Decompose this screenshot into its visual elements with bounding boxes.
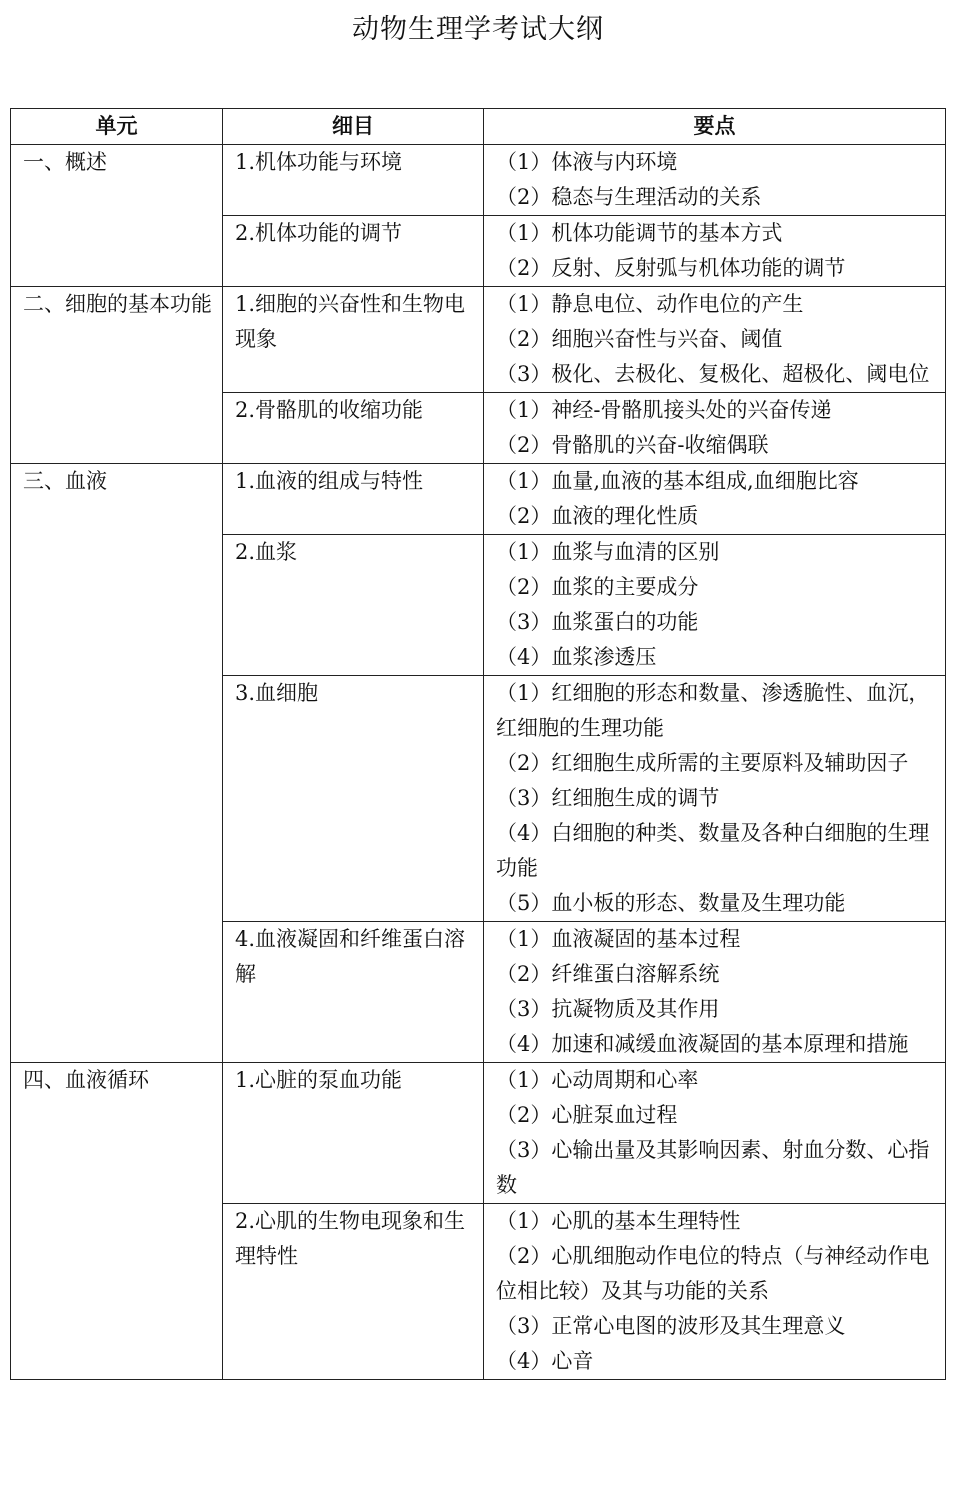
table-row bbox=[11, 287, 946, 393]
points-cell bbox=[484, 464, 946, 535]
point-text: （2）红细胞生成所需的主要原料及辅助因子 bbox=[496, 751, 909, 775]
point-text: （3）心输出量及其影响因素、射血分数、心指数 bbox=[496, 1138, 930, 1197]
points-cell bbox=[484, 216, 946, 287]
points-cell bbox=[484, 922, 946, 1063]
point-text: （2）血浆的主要成分 bbox=[496, 575, 699, 599]
point-text: （2）心脏泵血过程 bbox=[496, 1103, 678, 1127]
point-text: （2）血液的理化性质 bbox=[496, 504, 699, 528]
points-cell bbox=[484, 676, 946, 922]
point-text: （1）心动周期和心率 bbox=[496, 1068, 699, 1092]
item-cell: 2.心肌的生物电现象和生理特性 bbox=[223, 1204, 484, 1380]
point-text: （3）正常心电图的波形及其生理意义 bbox=[496, 1314, 846, 1338]
point-text: （3）抗凝物质及其作用 bbox=[496, 997, 720, 1021]
unit-cell: 四、血液循环 bbox=[11, 1063, 223, 1380]
point-text: （1）血量,血液的基本组成,血细胞比容 bbox=[496, 469, 859, 493]
point-text: （2）纤维蛋白溶解系统 bbox=[496, 962, 720, 986]
point-text: （2）稳态与生理活动的关系 bbox=[496, 185, 762, 209]
page-title: 动物生理学考试大纲 bbox=[352, 14, 604, 45]
item-cell: 1.心脏的泵血功能 bbox=[223, 1063, 484, 1204]
syllabus-table bbox=[10, 108, 946, 1380]
point-text: （4）血浆渗透压 bbox=[496, 645, 657, 669]
header-unit: 单元 bbox=[11, 109, 223, 145]
header-item: 细目 bbox=[223, 109, 484, 145]
point-text: （1）体液与内环境 bbox=[496, 150, 678, 174]
unit-cell: 三、血液 bbox=[11, 464, 223, 1063]
points-cell bbox=[484, 535, 946, 676]
item-cell: 2.机体功能的调节 bbox=[223, 216, 484, 287]
point-text: （2）细胞兴奋性与兴奋、阈值 bbox=[496, 327, 783, 351]
table-body bbox=[11, 145, 946, 1380]
point-text: （2）反射、反射弧与机体功能的调节 bbox=[496, 256, 846, 280]
point-text: （1）机体功能调节的基本方式 bbox=[496, 221, 783, 245]
item-cell: 4.血液凝固和纤维蛋白溶解 bbox=[223, 922, 484, 1063]
point-text: （1）血浆与血清的区别 bbox=[496, 540, 720, 564]
header-points: 要点 bbox=[484, 109, 946, 145]
points-cell bbox=[484, 1063, 946, 1204]
item-cell: 3.血细胞 bbox=[223, 676, 484, 922]
point-text: （1）心肌的基本生理特性 bbox=[496, 1209, 741, 1233]
points-cell bbox=[484, 287, 946, 393]
item-cell: 1.机体功能与环境 bbox=[223, 145, 484, 216]
point-text: （1）血液凝固的基本过程 bbox=[496, 927, 741, 951]
point-text: （4）白细胞的种类、数量及各种白细胞的生理功能 bbox=[496, 821, 930, 880]
point-text: （2）心肌细胞动作电位的特点（与神经动作电位相比较）及其与功能的关系 bbox=[496, 1244, 930, 1303]
point-text: （3）红细胞生成的调节 bbox=[496, 786, 720, 810]
point-text: （3）极化、去极化、复极化、超极化、阈电位 bbox=[496, 362, 930, 386]
table-row bbox=[11, 1063, 946, 1204]
points-cell bbox=[484, 1204, 946, 1380]
item-cell: 1.血液的组成与特性 bbox=[223, 464, 484, 535]
item-cell: 2.骨骼肌的收缩功能 bbox=[223, 393, 484, 464]
point-text: （3）血浆蛋白的功能 bbox=[496, 610, 699, 634]
point-text: （4）心音 bbox=[496, 1349, 594, 1373]
table-header-row bbox=[11, 109, 946, 145]
item-cell: 2.血浆 bbox=[223, 535, 484, 676]
unit-cell: 二、细胞的基本功能 bbox=[11, 287, 223, 464]
point-text: （4）加速和减缓血液凝固的基本原理和措施 bbox=[496, 1032, 909, 1056]
points-cell bbox=[484, 393, 946, 464]
points-cell bbox=[484, 145, 946, 216]
point-text: （5）血小板的形态、数量及生理功能 bbox=[496, 891, 846, 915]
point-text: （1）红细胞的形态和数量、渗透脆性、血沉，红细胞的生理功能 bbox=[496, 681, 930, 740]
point-text: （1）神经-骨骼肌接头处的兴奋传递 bbox=[496, 398, 832, 422]
point-text: （1）静息电位、动作电位的产生 bbox=[496, 292, 804, 316]
point-text: （2）骨骼肌的兴奋-收缩偶联 bbox=[496, 433, 769, 457]
table-row bbox=[11, 145, 946, 216]
unit-cell: 一、概述 bbox=[11, 145, 223, 287]
table-row bbox=[11, 464, 946, 535]
item-cell: 1.细胞的兴奋性和生物电现象 bbox=[223, 287, 484, 393]
